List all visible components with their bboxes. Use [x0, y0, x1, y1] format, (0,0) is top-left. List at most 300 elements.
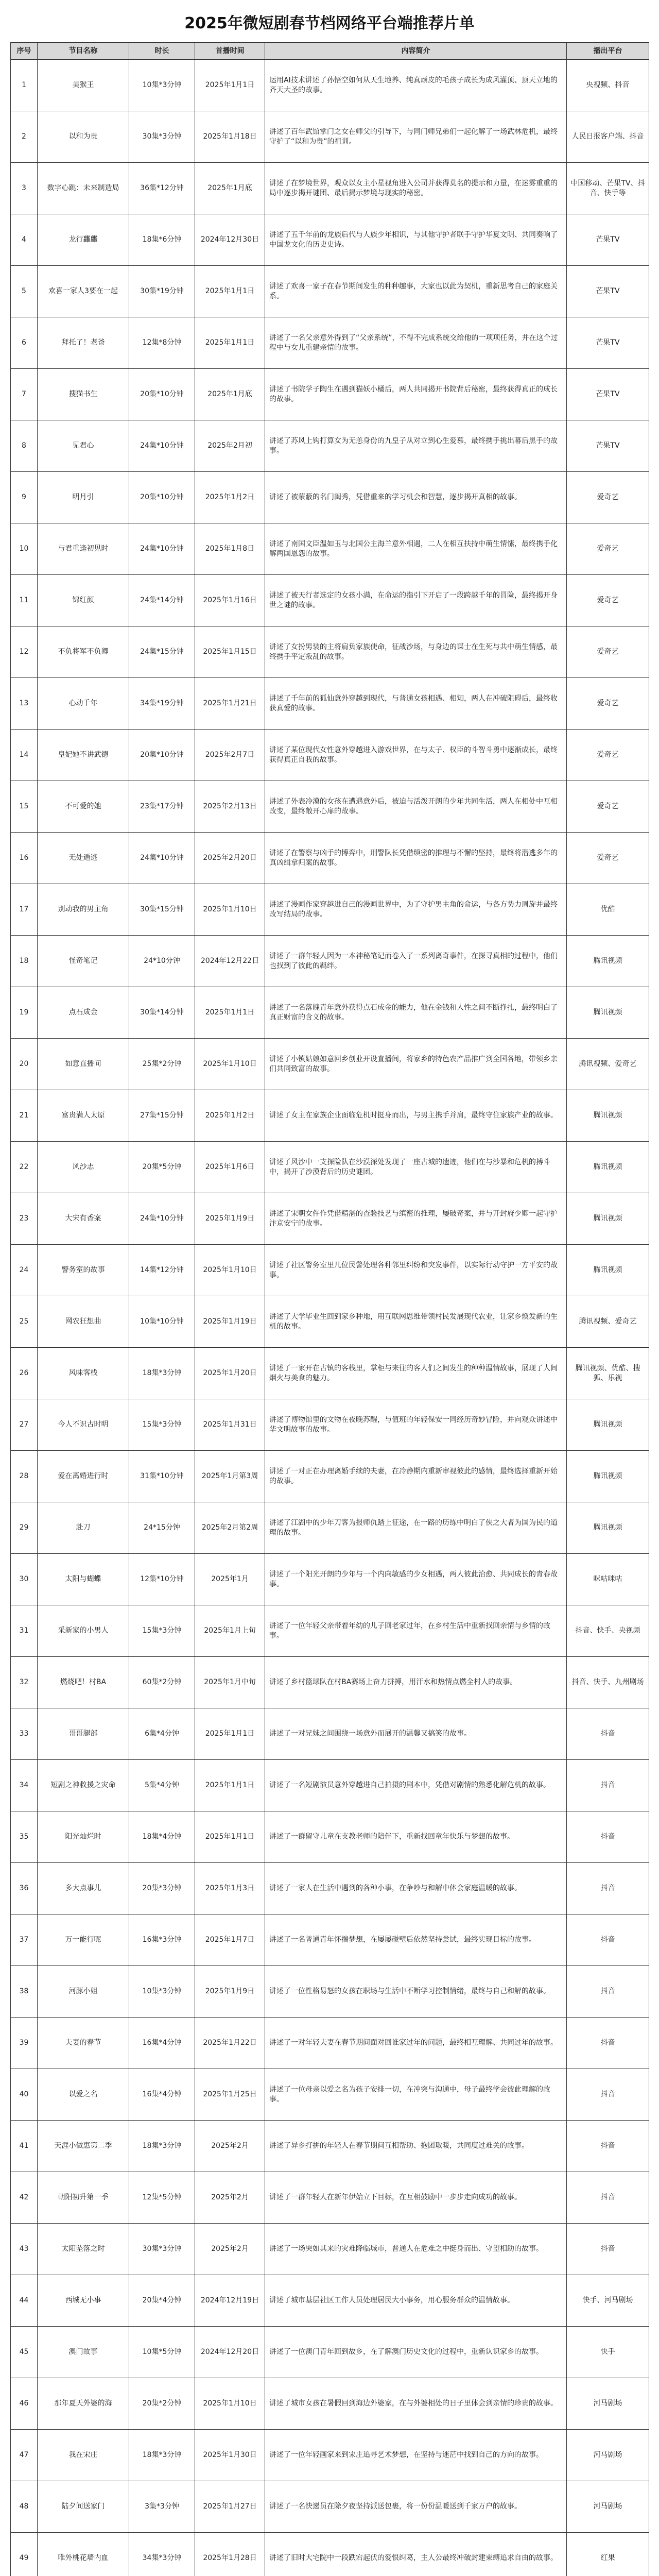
cell-platform: 人民日报客户端、抖音	[567, 111, 649, 163]
table-row	[11, 420, 649, 472]
cell-program-name: 西城无小事	[38, 2275, 129, 2327]
cell-index: 23	[11, 1193, 38, 1245]
cell-index: 30	[11, 1554, 38, 1605]
cell-synopsis: 讲述了在梦境世界，观众以女主小星视角进入公司并获得莫名的提示和力量，在迷雾重重的局中逐步揭开谜团、最后揭示梦境与现实的秘密。	[265, 163, 567, 214]
cell-synopsis: 讲述了一名父亲意外得到了“父亲系统”，不得不完成系统交给他的一项项任务，并在这个过程中与女儿重建亲情的故事。	[265, 317, 567, 369]
cell-premiere-date: 2025年1月	[195, 1554, 265, 1605]
cell-premiere-date: 2025年1月1日	[195, 987, 265, 1039]
cell-index: 27	[11, 1399, 38, 1451]
table-row	[11, 2121, 649, 2172]
cell-program-name: 朝阳初升第一季	[38, 2172, 129, 2224]
cell-premiere-date: 2025年1月15日	[195, 626, 265, 678]
cell-synopsis: 讲述了千年前的狐仙意外穿越到现代，与普通女孩相遇、相知，两人在冲破阻碍后，最终收获真爱的故事。	[265, 678, 567, 730]
cell-program-name: 风味客栈	[38, 1348, 129, 1399]
cell-index: 45	[11, 2327, 38, 2378]
cell-premiere-date: 2025年2月	[195, 2172, 265, 2224]
cell-index: 42	[11, 2172, 38, 2224]
cell-program-name: 澳门故事	[38, 2327, 129, 2378]
cell-platform: 芒果TV	[567, 266, 649, 317]
cell-premiere-date: 2025年1月2日	[195, 1090, 265, 1142]
cell-program-name: 赴刀	[38, 1502, 129, 1554]
cell-platform: 腾讯视频	[567, 1090, 649, 1142]
cell-index: 33	[11, 1708, 38, 1760]
cell-platform: 腾讯视频	[567, 1502, 649, 1554]
cell-program-name: 怪奇笔记	[38, 936, 129, 987]
cell-platform: 腾讯视频	[567, 1245, 649, 1296]
cell-duration: 3集*3分钟	[129, 2481, 195, 2533]
header-duration: 时长	[129, 43, 195, 60]
cell-premiere-date: 2025年1月底	[195, 369, 265, 420]
cell-program-name: 美猴王	[38, 60, 129, 111]
cell-program-name: 以和为贵	[38, 111, 129, 163]
cell-program-name: 太阳坠落之时	[38, 2224, 129, 2275]
table-row	[11, 60, 649, 111]
cell-platform: 红果	[567, 2533, 649, 2576]
table-row	[11, 1039, 649, 1090]
cell-index: 32	[11, 1657, 38, 1708]
table-row	[11, 1914, 649, 1966]
cell-synopsis: 讲述了欢喜一家子在春节期间发生的种种趣事，大家也以此为契机，重新思考自己的家庭关系。	[265, 266, 567, 317]
cell-duration: 24*10分钟	[129, 936, 195, 987]
cell-synopsis: 讲述了宋朝女仵作凭借精湛的查验技艺与缜密的推理，屡破奇案，并与开封府少卿一起守护汴京安宁的故事。	[265, 1193, 567, 1245]
table-row	[11, 2018, 649, 2069]
table-row	[11, 575, 649, 626]
table-row	[11, 1245, 649, 1296]
cell-premiere-date: 2025年2月初	[195, 420, 265, 472]
cell-index: 4	[11, 214, 38, 266]
cell-synopsis: 讲述了博物馆里的文物在夜晚苏醒，与值班的年轻保安一同经历奇妙冒险，并向观众讲述中华文明故事的故事。	[265, 1399, 567, 1451]
cell-premiere-date: 2025年1月10日	[195, 1039, 265, 1090]
cell-synopsis: 讲述了一家人在生活中遇到的各种小事，在争吵与和解中体会家庭温暖的故事。	[265, 1863, 567, 1914]
cell-platform: 抖音	[567, 2172, 649, 2224]
cell-premiere-date: 2025年1月27日	[195, 2481, 265, 2533]
cell-duration: 20集*3分钟	[129, 1863, 195, 1914]
document-title: 2025年微短剧春节档网络平台端推荐片单	[184, 14, 475, 32]
cell-platform: 爱奇艺	[567, 626, 649, 678]
cell-premiere-date: 2025年1月10日	[195, 884, 265, 936]
table-row	[11, 1502, 649, 1554]
cell-duration: 24集*10分钟	[129, 420, 195, 472]
cell-premiere-date: 2025年2月13日	[195, 781, 265, 833]
cell-duration: 16集*3分钟	[129, 1914, 195, 1966]
cell-premiere-date: 2025年1月16日	[195, 575, 265, 626]
cell-duration: 31集*10分钟	[129, 1451, 195, 1502]
cell-premiere-date: 2025年1月2日	[195, 472, 265, 523]
cell-program-name: 以爱之名	[38, 2069, 129, 2121]
cell-premiere-date: 2025年1月25日	[195, 2069, 265, 2121]
table-body	[11, 60, 649, 2576]
table-row	[11, 1090, 649, 1142]
cell-index: 21	[11, 1090, 38, 1142]
cell-premiere-date: 2025年1月30日	[195, 2430, 265, 2481]
cell-program-name: 龙行龘龘	[38, 214, 129, 266]
cell-premiere-date: 2025年2月第2周	[195, 1502, 265, 1554]
cell-synopsis: 讲述了一位母亲以爱之名为孩子安排一切，在冲突与沟通中，母子最终学会彼此理解的故事。	[265, 2069, 567, 2121]
cell-platform: 快手、河马剧场	[567, 2275, 649, 2327]
cell-program-name: 见君心	[38, 420, 129, 472]
cell-program-name: 锦红颜	[38, 575, 129, 626]
cell-program-name: 夫妻的春节	[38, 2018, 129, 2069]
cell-duration: 20集*10分钟	[129, 472, 195, 523]
cell-synopsis: 讲述了风沙中一支探险队在沙漠深处发现了一座古城的遗迹，他们在与沙暴和危机的搏斗中，揭开了沙漠背后的历史谜团。	[265, 1142, 567, 1193]
cell-program-name: 太阳与蝴蝶	[38, 1554, 129, 1605]
cell-platform: 腾讯视频	[567, 987, 649, 1039]
cell-platform: 抖音	[567, 2018, 649, 2069]
cell-duration: 27集*15分钟	[129, 1090, 195, 1142]
cell-index: 17	[11, 884, 38, 936]
table-row	[11, 1811, 649, 1863]
cell-synopsis: 讲述了一名快递员在除夕夜坚持派送包裹，将一份份温暖送到千家万户的故事。	[265, 2481, 567, 2533]
cell-premiere-date: 2025年1月18日	[195, 111, 265, 163]
cell-index: 40	[11, 2069, 38, 2121]
cell-synopsis: 讲述了一对年轻夫妻在春节期间面对回谁家过年的问题，最终相互理解、共同过年的故事。	[265, 2018, 567, 2069]
cell-platform: 芒果TV	[567, 369, 649, 420]
cell-premiere-date: 2024年12月30日	[195, 214, 265, 266]
cell-platform: 咪咕咪咕	[567, 1554, 649, 1605]
cell-synopsis: 讲述了一家开在古镇的客栈里，掌柜与来往的客人们之间发生的种种温情故事，展现了人间烟火与美食的魅力。	[265, 1348, 567, 1399]
cell-synopsis: 讲述了小镇姑娘如意回乡创业开设直播间，将家乡的特色农产品推广到全国各地，带领乡亲们共同致富的故事。	[265, 1039, 567, 1090]
cell-index: 18	[11, 936, 38, 987]
table-row	[11, 1142, 649, 1193]
table-row	[11, 2430, 649, 2481]
cell-index: 39	[11, 2018, 38, 2069]
cell-duration: 20集*10分钟	[129, 369, 195, 420]
cell-premiere-date: 2025年1月3日	[195, 1863, 265, 1914]
cell-program-name: 我在宋庄	[38, 2430, 129, 2481]
cell-platform: 河马剧场	[567, 2481, 649, 2533]
cell-premiere-date: 2025年1月1日	[195, 1811, 265, 1863]
cell-synopsis: 讲述了女扮男装的主将肩负家族使命，征战沙场，与身边的谋士在生死与共中萌生情感，最终携手平定叛乱的故事。	[265, 626, 567, 678]
table-row	[11, 472, 649, 523]
table-row	[11, 1296, 649, 1348]
table-row	[11, 833, 649, 884]
cell-index: 37	[11, 1914, 38, 1966]
cell-premiere-date: 2025年2月7日	[195, 730, 265, 781]
table-row	[11, 2172, 649, 2224]
cell-index: 26	[11, 1348, 38, 1399]
table-row	[11, 2481, 649, 2533]
cell-duration: 14集*12分钟	[129, 1245, 195, 1296]
table-row	[11, 214, 649, 266]
cell-duration: 24集*10分钟	[129, 523, 195, 575]
cell-platform: 抖音	[567, 1966, 649, 2018]
cell-duration: 18集*3分钟	[129, 1348, 195, 1399]
cell-index: 24	[11, 1245, 38, 1296]
cell-synopsis: 讲述了女主在家族企业面临危机时挺身而出，与男主携手并肩，最终守住家族产业的故事。	[265, 1090, 567, 1142]
table-row	[11, 1657, 649, 1708]
cell-synopsis: 讲述了一群留守儿童在支教老师的陪伴下，重新找回童年快乐与梦想的故事。	[265, 1811, 567, 1863]
cell-synopsis: 讲述了被天行者选定的女孩小满，在命运的指引下开启了一段跨越千年的冒险，最终揭开身世之谜的故事。	[265, 575, 567, 626]
cell-program-name: 明月引	[38, 472, 129, 523]
cell-program-name: 富贵满人太原	[38, 1090, 129, 1142]
cell-program-name: 河豚小姐	[38, 1966, 129, 2018]
cell-synopsis: 讲述了城市基层社区工作人员处理居民大小事务，用心服务群众的温情故事。	[265, 2275, 567, 2327]
cell-platform: 抖音	[567, 1914, 649, 1966]
cell-synopsis: 讲述了乡村篮球队在村BA赛场上奋力拼搏，用汗水和热情点燃全村人的故事。	[265, 1657, 567, 1708]
cell-synopsis: 讲述了被蒙蔽的名门闺秀，凭借重来的学习机会和智慧，逐步揭开真相的故事。	[265, 472, 567, 523]
cell-program-name: 今人不识古时明	[38, 1399, 129, 1451]
cell-platform: 芒果TV	[567, 214, 649, 266]
cell-premiere-date: 2025年1月1日	[195, 60, 265, 111]
table-row	[11, 1193, 649, 1245]
header-program-name: 节目名称	[38, 43, 129, 60]
cell-synopsis: 讲述了一位年轻画家来到宋庄追寻艺术梦想，在坚持与迷茫中找到自己的方向的故事。	[265, 2430, 567, 2481]
table-row	[11, 1399, 649, 1451]
cell-program-name: 皇妃她不讲武德	[38, 730, 129, 781]
cell-platform: 抖音、快手、央视频	[567, 1605, 649, 1657]
cell-index: 43	[11, 2224, 38, 2275]
cell-platform: 芒果TV	[567, 420, 649, 472]
table-row	[11, 523, 649, 575]
cell-index: 10	[11, 523, 38, 575]
cell-synopsis: 讲述了百年武馆掌门之女在师父的引导下，与同门师兄弟们一起化解了一场武林危机，最终守护了“以和为贵”的祖训。	[265, 111, 567, 163]
cell-program-name: 别动我的男主角	[38, 884, 129, 936]
cell-index: 46	[11, 2378, 38, 2430]
cell-duration: 20集*2分钟	[129, 2378, 195, 2430]
cell-synopsis: 讲述了一名普通青年怀揣梦想，在屡屡碰壁后依然坚持尝试，最终实现目标的故事。	[265, 1914, 567, 1966]
table-row	[11, 730, 649, 781]
cell-program-name: 与君重逢初见时	[38, 523, 129, 575]
cell-premiere-date: 2025年1月22日	[195, 2018, 265, 2069]
cell-duration: 12集*10分钟	[129, 1554, 195, 1605]
cell-premiere-date: 2025年1月21日	[195, 678, 265, 730]
cell-synopsis: 讲述了南国文臣温如玉与北国公主海兰意外相遇，二人在相互扶持中萌生情愫，最终携手化解两国恩怨的故事。	[265, 523, 567, 575]
cell-duration: 18集*3分钟	[129, 2430, 195, 2481]
cell-premiere-date: 2025年1月19日	[195, 1296, 265, 1348]
cell-program-name: 多大点事儿	[38, 1863, 129, 1914]
cell-premiere-date: 2025年1月31日	[195, 1399, 265, 1451]
cell-platform: 抖音	[567, 1863, 649, 1914]
cell-duration: 24*15分钟	[129, 1502, 195, 1554]
cell-duration: 24集*10分钟	[129, 833, 195, 884]
cell-premiere-date: 2025年1月8日	[195, 523, 265, 575]
cell-platform: 爱奇艺	[567, 730, 649, 781]
cell-duration: 36集*12分钟	[129, 163, 195, 214]
cell-duration: 10集*3分钟	[129, 60, 195, 111]
cell-platform: 河马剧场	[567, 2430, 649, 2481]
table-row	[11, 1348, 649, 1399]
cell-program-name: 万一能行呢	[38, 1914, 129, 1966]
cell-program-name: 拜托了！老爸	[38, 317, 129, 369]
cell-index: 11	[11, 575, 38, 626]
cell-premiere-date: 2025年1月7日	[195, 1914, 265, 1966]
cell-duration: 20集*10分钟	[129, 730, 195, 781]
cell-synopsis: 讲述了五千年前的龙族后代与人族少年相识，与其他守护者联手守护华夏文明、共同奏响了中国龙文化的历史史诗。	[265, 214, 567, 266]
cell-duration: 6集*4分钟	[129, 1708, 195, 1760]
cell-index: 1	[11, 60, 38, 111]
cell-premiere-date: 2025年1月6日	[195, 1142, 265, 1193]
cell-platform: 抖音	[567, 2121, 649, 2172]
cell-platform: 爱奇艺	[567, 678, 649, 730]
table-row	[11, 1760, 649, 1811]
table-row	[11, 781, 649, 833]
cell-index: 2	[11, 111, 38, 163]
cell-platform: 中国移动、芒果TV、抖音、快手等	[567, 163, 649, 214]
cell-program-name: 阳光灿烂时	[38, 1811, 129, 1863]
table-row	[11, 1605, 649, 1657]
table-row	[11, 1708, 649, 1760]
cell-index: 28	[11, 1451, 38, 1502]
cell-program-name: 不负将军不负卿	[38, 626, 129, 678]
header-row	[11, 43, 649, 60]
cell-platform: 腾讯视频、爱奇艺	[567, 1296, 649, 1348]
header-index: 序号	[11, 43, 38, 60]
cell-index: 13	[11, 678, 38, 730]
table-row	[11, 936, 649, 987]
cell-index: 48	[11, 2481, 38, 2533]
cell-index: 31	[11, 1605, 38, 1657]
cell-premiere-date: 2025年1月中旬	[195, 1657, 265, 1708]
cell-index: 36	[11, 1863, 38, 1914]
cell-program-name: 大宋有香案	[38, 1193, 129, 1245]
cell-platform: 河马剧场	[567, 2378, 649, 2430]
table-row	[11, 111, 649, 163]
cell-synopsis: 讲述了漫画作家穿越进自己的漫画世界中，为了守护男主角的命运，与各方势力周旋并最终改写结局的故事。	[265, 884, 567, 936]
cell-premiere-date: 2025年2月20日	[195, 833, 265, 884]
cell-synopsis: 运用AI技术讲述了孙悟空如何从天生地养、纯真顽皮的毛孩子成长为成风灌顶、顶天立地的齐天大圣的故事。	[265, 60, 567, 111]
cell-duration: 18集*6分钟	[129, 214, 195, 266]
cell-duration: 30集*15分钟	[129, 884, 195, 936]
cell-platform: 抖音	[567, 2069, 649, 2121]
table-row	[11, 1554, 649, 1605]
cell-program-name: 点石成金	[38, 987, 129, 1039]
cell-program-name: 无处遁逃	[38, 833, 129, 884]
cell-duration: 20集*5分钟	[129, 1142, 195, 1193]
cell-program-name: 搜猫书生	[38, 369, 129, 420]
cell-platform: 抖音	[567, 1760, 649, 1811]
cell-platform: 芒果TV	[567, 317, 649, 369]
cell-platform: 腾讯视频	[567, 1399, 649, 1451]
cell-premiere-date: 2025年1月1日	[195, 266, 265, 317]
cell-index: 6	[11, 317, 38, 369]
cell-duration: 20集*4分钟	[129, 2275, 195, 2327]
table-header	[11, 43, 649, 60]
cell-duration: 60集*2分钟	[129, 1657, 195, 1708]
cell-duration: 15集*3分钟	[129, 1605, 195, 1657]
cell-premiere-date: 2024年12月20日	[195, 2327, 265, 2378]
cell-index: 5	[11, 266, 38, 317]
cell-duration: 10集*10分钟	[129, 1296, 195, 1348]
cell-synopsis: 讲述了一群年轻人在新年伊始立下目标，在互相鼓励中一步步走向成功的故事。	[265, 2172, 567, 2224]
cell-duration: 18集*4分钟	[129, 1811, 195, 1863]
cell-premiere-date: 2025年1月9日	[195, 1193, 265, 1245]
table-row	[11, 987, 649, 1039]
header-premiere-date: 首播时间	[195, 43, 265, 60]
cell-premiere-date: 2025年1月9日	[195, 1966, 265, 2018]
cell-duration: 12集*8分钟	[129, 317, 195, 369]
cell-premiere-date: 2024年12月19日	[195, 2275, 265, 2327]
cell-index: 9	[11, 472, 38, 523]
table-row	[11, 626, 649, 678]
cell-duration: 23集*17分钟	[129, 781, 195, 833]
cell-premiere-date: 2025年1月10日	[195, 2378, 265, 2430]
program-list-table	[10, 42, 649, 2576]
cell-duration: 30集*3分钟	[129, 111, 195, 163]
cell-platform: 爱奇艺	[567, 781, 649, 833]
cell-duration: 16集*4分钟	[129, 2069, 195, 2121]
cell-program-name: 心动千年	[38, 678, 129, 730]
cell-platform: 腾讯视频、爱奇艺	[567, 1039, 649, 1090]
table-row	[11, 369, 649, 420]
cell-platform: 腾讯视频	[567, 936, 649, 987]
cell-duration: 5集*4分钟	[129, 1760, 195, 1811]
cell-synopsis: 讲述了书院学子陶生在遇到猫妖小橘后，两人共同揭开书院背后秘密，最终获得真正的成长的故事。	[265, 369, 567, 420]
table-row	[11, 2224, 649, 2275]
cell-index: 44	[11, 2275, 38, 2327]
cell-premiere-date: 2025年1月上旬	[195, 1605, 265, 1657]
cell-synopsis: 讲述了外表冷漠的女孩在遭遇意外后，被迫与活泼开朗的少年共同生活，两人在相处中互相改变，最终敞开心扉的故事。	[265, 781, 567, 833]
cell-duration: 12集*5分钟	[129, 2172, 195, 2224]
cell-duration: 34集*19分钟	[129, 678, 195, 730]
cell-synopsis: 讲述了旧时大宅院中一段跌宕起伏的爱恨纠葛，主人公最终冲破封建束缚追求自由的故事。	[265, 2533, 567, 2576]
cell-synopsis: 讲述了某位现代女性意外穿越进入游戏世界，在与太子、权臣的斗智斗勇中逐渐成长，最终获得真正自我的故事。	[265, 730, 567, 781]
cell-synopsis: 讲述了一对兄妹之间围绕一场意外而展开的温馨又搞笑的故事。	[265, 1708, 567, 1760]
cell-index: 29	[11, 1502, 38, 1554]
cell-program-name: 数字心跳：未来制造局	[38, 163, 129, 214]
cell-index: 38	[11, 1966, 38, 2018]
cell-program-name: 警务室的故事	[38, 1245, 129, 1296]
cell-duration: 24集*15分钟	[129, 626, 195, 678]
cell-synopsis: 讲述了一场突如其来的灾难降临城市，普通人在危难之中挺身而出、守望相助的故事。	[265, 2224, 567, 2275]
cell-index: 20	[11, 1039, 38, 1090]
cell-program-name: 欢喜一家人3要在一起	[38, 266, 129, 317]
cell-index: 47	[11, 2430, 38, 2481]
cell-program-name: 唯外桃花墙内血	[38, 2533, 129, 2576]
table-row	[11, 317, 649, 369]
cell-duration: 30集*3分钟	[129, 2224, 195, 2275]
cell-synopsis: 讲述了大学毕业生回到家乡种地，用互联网思维带领村民发展现代农业，让家乡焕发新的生机的故事。	[265, 1296, 567, 1348]
table-row	[11, 1863, 649, 1914]
cell-index: 35	[11, 1811, 38, 1863]
cell-synopsis: 讲述了一位澳门青年回到故乡，在了解澳门历史文化的过程中，重新认识家乡的故事。	[265, 2327, 567, 2378]
cell-synopsis: 讲述了一位性格易怒的女孩在职场与生活中不断学习控制情绪，最终与自己和解的故事。	[265, 1966, 567, 2018]
cell-platform: 抖音	[567, 1811, 649, 1863]
cell-index: 14	[11, 730, 38, 781]
table-row	[11, 2275, 649, 2327]
table-row	[11, 884, 649, 936]
cell-platform: 抖音	[567, 1708, 649, 1760]
cell-program-name: 爱在离婚进行时	[38, 1451, 129, 1502]
table-row	[11, 1451, 649, 1502]
cell-duration: 34集*3分钟	[129, 2533, 195, 2576]
cell-premiere-date: 2025年1月1日	[195, 1708, 265, 1760]
cell-index: 25	[11, 1296, 38, 1348]
cell-duration: 10集*5分钟	[129, 2327, 195, 2378]
cell-platform: 腾讯视频	[567, 1142, 649, 1193]
cell-duration: 24集*10分钟	[129, 1193, 195, 1245]
cell-index: 15	[11, 781, 38, 833]
cell-platform: 腾讯视频	[567, 1193, 649, 1245]
cell-index: 8	[11, 420, 38, 472]
table-row	[11, 2327, 649, 2378]
cell-premiere-date: 2024年12月22日	[195, 936, 265, 987]
cell-program-name: 网农狂想曲	[38, 1296, 129, 1348]
cell-synopsis: 讲述了苏风上钩打算女为无恙身份的九皇子从对立到心生爱慕，最终携手挑出幕后黑手的故事。	[265, 420, 567, 472]
cell-synopsis: 讲述了社区警务室里几位民警处理各种邻里纠纷和突发事件，以实际行动守护一方平安的故事。	[265, 1245, 567, 1296]
cell-program-name: 短剧之神救援之灾命	[38, 1760, 129, 1811]
cell-program-name: 天涯小做惠第二季	[38, 2121, 129, 2172]
cell-program-name: 采新家的小男人	[38, 1605, 129, 1657]
cell-program-name: 如意直播间	[38, 1039, 129, 1090]
cell-platform: 腾讯视频	[567, 1451, 649, 1502]
cell-platform: 快手	[567, 2327, 649, 2378]
cell-platform: 央视频、抖音	[567, 60, 649, 111]
cell-premiere-date: 2025年1月10日	[195, 1245, 265, 1296]
cell-premiere-date: 2025年1月1日	[195, 1760, 265, 1811]
cell-duration: 16集*4分钟	[129, 2018, 195, 2069]
cell-platform: 优酷	[567, 884, 649, 936]
table-row	[11, 678, 649, 730]
